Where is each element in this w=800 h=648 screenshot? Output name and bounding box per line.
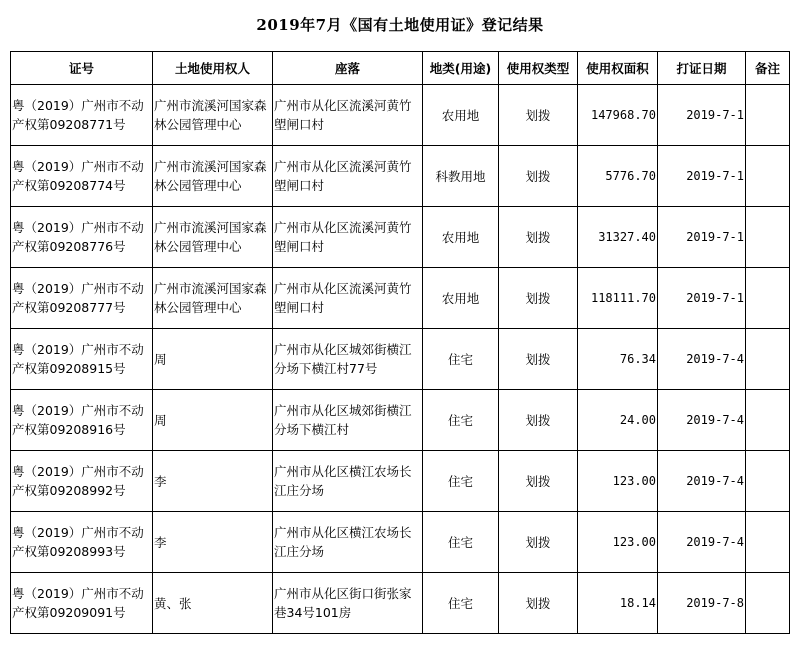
location-cell: 广州市从化区街口街张家巷34号101房 [273,573,423,634]
land-type-cell: 农用地 [423,268,499,329]
land-type-cell: 农用地 [423,85,499,146]
issue-date-cell: 2019-7-4 [658,451,746,512]
area-cell: 76.34 [578,329,658,390]
land-type-cell: 科教用地 [423,146,499,207]
location-cell: 广州市从化区流溪河黄竹塱闸口村 [273,207,423,268]
cert-number-cell: 粤（2019）广州市不动产权第09208992号 [11,451,153,512]
location-cell: 广州市从化区横江农场长江庄分场 [273,451,423,512]
area-cell: 24.00 [578,390,658,451]
remarks-cell [746,329,790,390]
header-land-user: 土地使用权人 [153,52,273,85]
land-user-cell: 周 [153,390,273,451]
area-cell: 147968.70 [578,85,658,146]
header-cert-number: 证号 [11,52,153,85]
area-cell: 118111.70 [578,268,658,329]
header-location: 座落 [273,52,423,85]
issue-date-cell: 2019-7-1 [658,85,746,146]
location-cell: 广州市从化区城郊街横江分场下横江村77号 [273,329,423,390]
right-type-cell: 划拨 [499,573,578,634]
table-row [11,329,790,390]
right-type-cell: 划拨 [499,85,578,146]
header-area: 使用权面积 [578,52,658,85]
issue-date-cell: 2019-7-1 [658,268,746,329]
cert-number-cell: 粤（2019）广州市不动产权第09209091号 [11,573,153,634]
table-row [11,573,790,634]
right-type-cell: 划拨 [499,146,578,207]
location-cell: 广州市从化区流溪河黄竹塱闸口村 [273,146,423,207]
header-issue-date: 打证日期 [658,52,746,85]
remarks-cell [746,268,790,329]
page-title: 2019年7月《国有土地使用证》登记结果 [256,16,544,34]
cert-number-cell: 粤（2019）广州市不动产权第09208993号 [11,512,153,573]
cert-number-cell: 粤（2019）广州市不动产权第09208776号 [11,207,153,268]
land-type-cell: 住宅 [423,329,499,390]
right-type-cell: 划拨 [499,512,578,573]
table-body [11,85,790,634]
table-header-row [11,52,790,85]
land-type-cell: 住宅 [423,573,499,634]
table-row [11,390,790,451]
land-type-cell: 住宅 [423,512,499,573]
remarks-cell [746,390,790,451]
land-user-cell: 广州市流溪河国家森林公园管理中心 [153,268,273,329]
issue-date-cell: 2019-7-4 [658,390,746,451]
land-type-cell: 住宅 [423,390,499,451]
header-right-type: 使用权类型 [499,52,578,85]
table-row [11,146,790,207]
remarks-cell [746,207,790,268]
area-cell: 18.14 [578,573,658,634]
land-type-cell: 住宅 [423,451,499,512]
header-remarks: 备注 [746,52,790,85]
location-cell: 广州市从化区城郊街横江分场下横江村 [273,390,423,451]
issue-date-cell: 2019-7-1 [658,207,746,268]
land-user-cell: 广州市流溪河国家森林公园管理中心 [153,85,273,146]
cert-number-cell: 粤（2019）广州市不动产权第09208916号 [11,390,153,451]
cert-number-cell: 粤（2019）广州市不动产权第09208777号 [11,268,153,329]
remarks-cell [746,146,790,207]
cert-number-cell: 粤（2019）广州市不动产权第09208771号 [11,85,153,146]
right-type-cell: 划拨 [499,329,578,390]
issue-date-cell: 2019-7-4 [658,329,746,390]
cert-number-cell: 粤（2019）广州市不动产权第09208915号 [11,329,153,390]
remarks-cell [746,573,790,634]
land-user-cell: 黄、张 [153,573,273,634]
land-user-cell: 李 [153,451,273,512]
land-user-cell: 广州市流溪河国家森林公园管理中心 [153,207,273,268]
table-row [11,207,790,268]
land-user-cell: 广州市流溪河国家森林公园管理中心 [153,146,273,207]
location-cell: 广州市从化区横江农场长江庄分场 [273,512,423,573]
issue-date-cell: 2019-7-1 [658,146,746,207]
cert-number-cell: 粤（2019）广州市不动产权第09208774号 [11,146,153,207]
remarks-cell [746,85,790,146]
location-cell: 广州市从化区流溪河黄竹塱闸口村 [273,85,423,146]
right-type-cell: 划拨 [499,390,578,451]
right-type-cell: 划拨 [499,451,578,512]
table-row [11,512,790,573]
right-type-cell: 划拨 [499,268,578,329]
area-cell: 123.00 [578,451,658,512]
table-row [11,85,790,146]
issue-date-cell: 2019-7-4 [658,512,746,573]
land-user-cell: 周 [153,329,273,390]
table-row [11,451,790,512]
location-cell: 广州市从化区流溪河黄竹塱闸口村 [273,268,423,329]
remarks-cell [746,512,790,573]
right-type-cell: 划拨 [499,207,578,268]
land-type-cell: 农用地 [423,207,499,268]
issue-date-cell: 2019-7-8 [658,573,746,634]
area-cell: 5776.70 [578,146,658,207]
area-cell: 31327.40 [578,207,658,268]
header-land-type: 地类(用途) [423,52,499,85]
remarks-cell [746,451,790,512]
land-user-cell: 李 [153,512,273,573]
table-row [11,268,790,329]
area-cell: 123.00 [578,512,658,573]
registration-table [10,51,790,634]
